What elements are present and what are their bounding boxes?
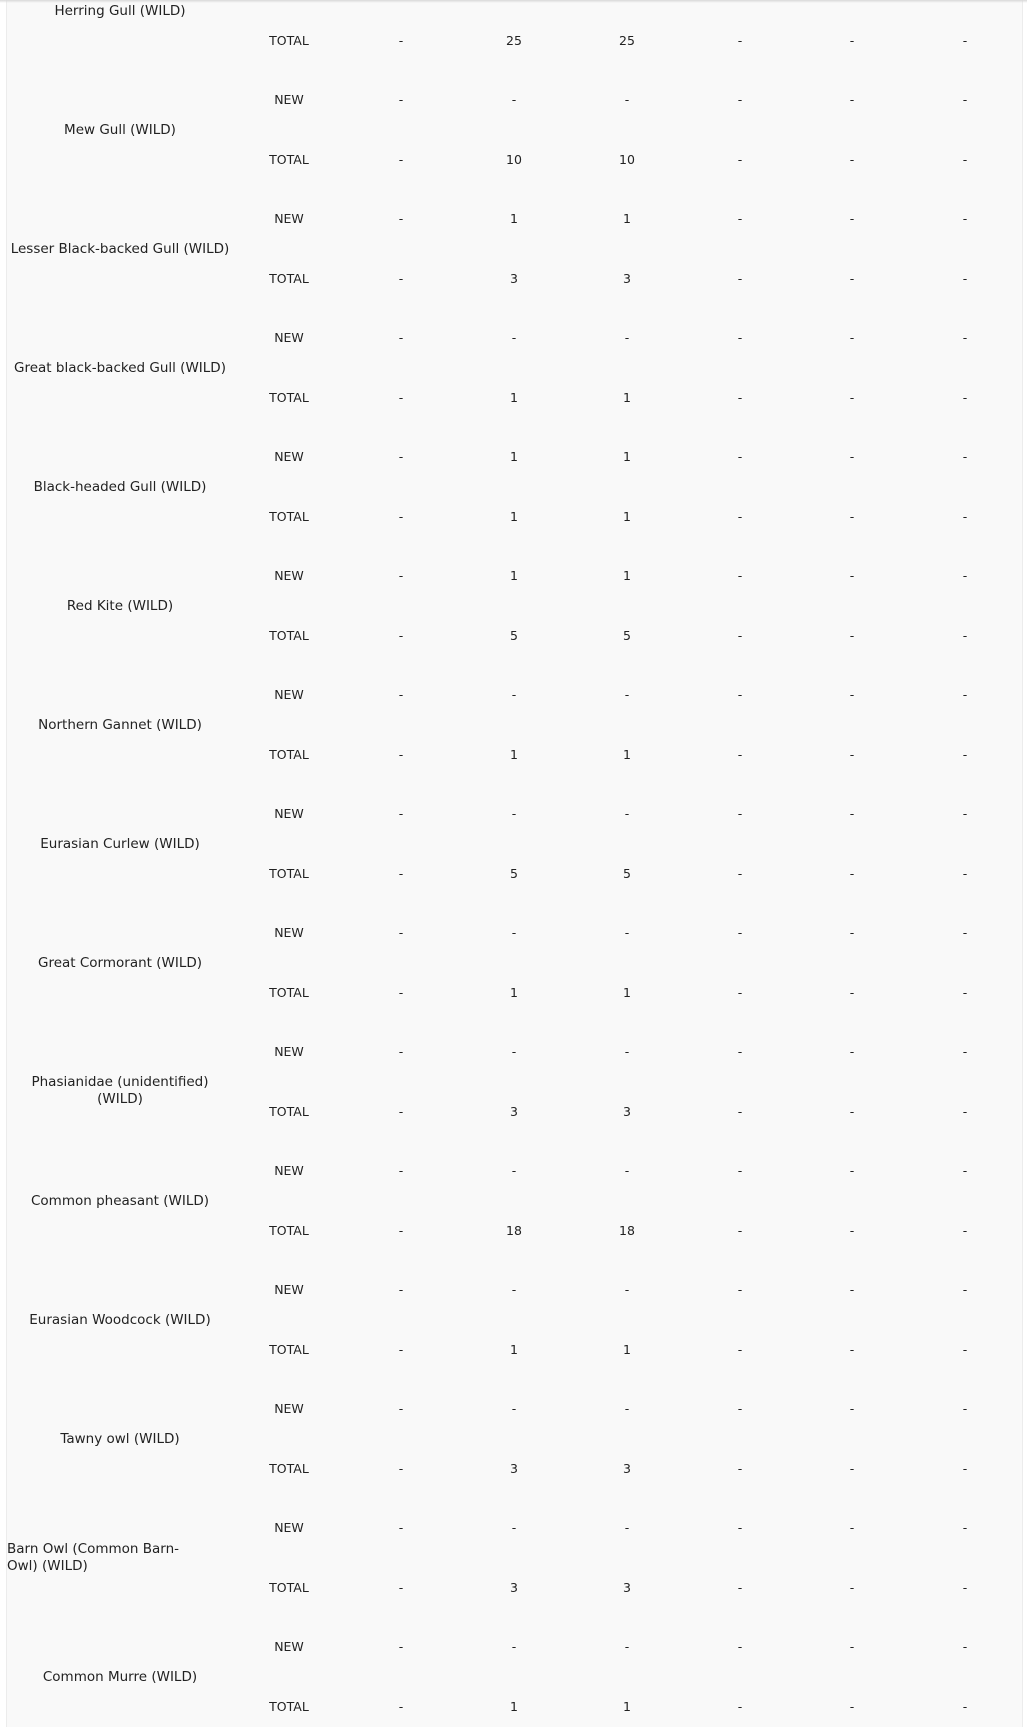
value-cell: - — [398, 1461, 404, 1476]
species-name: Barn Owl (Common Barn-Owl) (WILD) — [7, 1541, 180, 1574]
new-row — [7, 1042, 1022, 1062]
species-name: Northern Gannet (WILD) — [38, 717, 202, 733]
value-cell: 1 — [623, 390, 631, 405]
total-row — [7, 1221, 1022, 1241]
value-cell: 1 — [510, 449, 518, 464]
total-row — [7, 983, 1022, 1003]
total-row — [7, 1459, 1022, 1479]
new-row — [7, 804, 1022, 824]
value-cell: - — [849, 628, 855, 643]
value-cell: - — [737, 271, 743, 286]
new-row — [7, 90, 1022, 110]
value-cell: - — [511, 687, 517, 702]
value-cell: - — [398, 449, 404, 464]
value-cell: 1 — [510, 509, 518, 524]
value-cell: - — [962, 1580, 968, 1595]
value-cell: - — [849, 92, 855, 107]
value-cell: 3 — [510, 1104, 518, 1119]
value-cell: - — [624, 1044, 630, 1059]
value-cell: - — [398, 390, 404, 405]
value-cell: - — [962, 1104, 968, 1119]
new-label: NEW — [274, 687, 304, 702]
value-cell: - — [398, 806, 404, 821]
value-cell: - — [962, 509, 968, 524]
value-cell: - — [398, 866, 404, 881]
value-cell: 1 — [510, 985, 518, 1000]
total-label: TOTAL — [269, 1223, 309, 1238]
value-cell: 1 — [510, 1699, 518, 1714]
value-cell: - — [962, 1699, 968, 1714]
value-cell: - — [737, 1639, 743, 1654]
value-cell: 25 — [619, 33, 635, 48]
value-cell: - — [849, 925, 855, 940]
value-cell: - — [849, 806, 855, 821]
value-cell: 3 — [510, 271, 518, 286]
new-label: NEW — [274, 568, 304, 583]
value-cell: 1 — [623, 211, 631, 226]
new-label: NEW — [274, 449, 304, 464]
value-cell: - — [511, 1282, 517, 1297]
total-label: TOTAL — [269, 1699, 309, 1714]
value-cell: - — [737, 1282, 743, 1297]
value-cell: - — [737, 1520, 743, 1535]
value-cell: - — [737, 1104, 743, 1119]
value-cell: 3 — [510, 1461, 518, 1476]
value-cell: - — [511, 806, 517, 821]
value-cell: - — [398, 271, 404, 286]
value-cell: - — [398, 1520, 404, 1535]
value-cell: - — [398, 33, 404, 48]
value-cell: - — [962, 33, 968, 48]
value-cell: - — [962, 747, 968, 762]
value-cell: - — [737, 1699, 743, 1714]
total-label: TOTAL — [269, 628, 309, 643]
total-row — [7, 1697, 1022, 1717]
species-name: Lesser Black-backed Gull (WILD) — [10, 241, 230, 257]
total-label: TOTAL — [269, 1342, 309, 1357]
new-label: NEW — [274, 925, 304, 940]
value-cell: 1 — [623, 747, 631, 762]
value-cell: - — [737, 1223, 743, 1238]
value-cell: - — [849, 33, 855, 48]
total-label: TOTAL — [269, 747, 309, 762]
value-cell: 1 — [623, 1342, 631, 1357]
value-cell: - — [849, 687, 855, 702]
new-row — [7, 1280, 1022, 1300]
total-label: TOTAL — [269, 152, 309, 167]
value-cell: - — [737, 152, 743, 167]
value-cell: - — [398, 1223, 404, 1238]
value-cell: - — [511, 1401, 517, 1416]
new-row — [7, 1518, 1022, 1538]
value-cell: - — [849, 1461, 855, 1476]
new-row — [7, 447, 1022, 467]
value-cell: - — [849, 1282, 855, 1297]
value-cell: - — [624, 1163, 630, 1178]
species-name: Great Cormorant (WILD) — [37, 955, 203, 971]
value-cell: - — [849, 1223, 855, 1238]
value-cell: - — [624, 925, 630, 940]
value-cell: 25 — [506, 33, 522, 48]
value-cell: 5 — [510, 866, 518, 881]
total-label: TOTAL — [269, 33, 309, 48]
value-cell: - — [962, 628, 968, 643]
new-row — [7, 566, 1022, 586]
value-cell: - — [624, 330, 630, 345]
value-cell: - — [398, 1401, 404, 1416]
total-row — [7, 1578, 1022, 1598]
value-cell: - — [737, 390, 743, 405]
total-label: TOTAL — [269, 1104, 309, 1119]
value-cell: - — [737, 1163, 743, 1178]
value-cell: - — [737, 33, 743, 48]
value-cell: - — [962, 92, 968, 107]
new-row — [7, 923, 1022, 943]
value-cell: - — [849, 1520, 855, 1535]
value-cell: - — [849, 271, 855, 286]
value-cell: - — [737, 1342, 743, 1357]
value-cell: 10 — [506, 152, 522, 167]
total-label: TOTAL — [269, 1461, 309, 1476]
value-cell: - — [398, 211, 404, 226]
value-cell: - — [849, 1104, 855, 1119]
value-cell: - — [849, 747, 855, 762]
value-cell: - — [737, 211, 743, 226]
new-label: NEW — [274, 1282, 304, 1297]
value-cell: - — [398, 1104, 404, 1119]
value-cell: - — [962, 330, 968, 345]
value-cell: 1 — [623, 568, 631, 583]
value-cell: - — [962, 1401, 968, 1416]
value-cell: 3 — [623, 1580, 631, 1595]
value-cell: - — [849, 1639, 855, 1654]
value-cell: - — [962, 1044, 968, 1059]
value-cell: - — [962, 1639, 968, 1654]
value-cell: - — [962, 1282, 968, 1297]
value-cell: - — [624, 92, 630, 107]
value-cell: 3 — [623, 1461, 631, 1476]
value-cell: - — [849, 985, 855, 1000]
species-name: Red Kite (WILD) — [66, 598, 174, 614]
value-cell: - — [737, 330, 743, 345]
value-cell: - — [737, 628, 743, 643]
new-label: NEW — [274, 1044, 304, 1059]
value-cell: - — [398, 1342, 404, 1357]
value-cell: - — [737, 92, 743, 107]
value-cell: - — [511, 92, 517, 107]
value-cell: - — [398, 568, 404, 583]
value-cell: - — [962, 1223, 968, 1238]
value-cell: - — [511, 1044, 517, 1059]
value-cell: - — [849, 330, 855, 345]
value-cell: - — [398, 1282, 404, 1297]
value-cell: - — [398, 1044, 404, 1059]
value-cell: - — [737, 568, 743, 583]
value-cell: - — [737, 1401, 743, 1416]
value-cell: - — [849, 211, 855, 226]
value-cell: - — [398, 330, 404, 345]
value-cell: - — [737, 925, 743, 940]
species-name: Tawny owl (WILD) — [60, 1431, 180, 1447]
value-cell: - — [849, 1044, 855, 1059]
value-cell: - — [849, 1580, 855, 1595]
value-cell: - — [624, 1639, 630, 1654]
value-cell: - — [849, 1699, 855, 1714]
value-cell: - — [849, 390, 855, 405]
value-cell: 1 — [623, 985, 631, 1000]
species-name: Mew Gull (WILD) — [64, 122, 176, 138]
value-cell: 1 — [510, 390, 518, 405]
value-cell: 3 — [623, 271, 631, 286]
value-cell: - — [849, 568, 855, 583]
new-label: NEW — [274, 211, 304, 226]
species-name: Common pheasant (WILD) — [30, 1193, 210, 1209]
value-cell: - — [962, 985, 968, 1000]
value-cell: 1 — [510, 747, 518, 762]
value-cell: - — [737, 866, 743, 881]
new-row — [7, 209, 1022, 229]
value-cell: - — [737, 509, 743, 524]
new-label: NEW — [274, 330, 304, 345]
total-row — [7, 507, 1022, 527]
value-cell: - — [962, 568, 968, 583]
value-cell: - — [398, 747, 404, 762]
value-cell: 18 — [506, 1223, 522, 1238]
species-name: Black-headed Gull (WILD) — [33, 479, 207, 495]
value-cell: 1 — [510, 568, 518, 583]
value-cell: - — [624, 1520, 630, 1535]
value-cell: - — [737, 1461, 743, 1476]
value-cell: - — [962, 271, 968, 286]
value-cell: 3 — [510, 1580, 518, 1595]
value-cell: 5 — [623, 628, 631, 643]
new-row — [7, 1399, 1022, 1419]
value-cell: - — [737, 449, 743, 464]
value-cell: 3 — [623, 1104, 631, 1119]
value-cell: 1 — [623, 449, 631, 464]
value-cell: - — [849, 449, 855, 464]
total-row — [7, 745, 1022, 765]
new-label: NEW — [274, 806, 304, 821]
total-row — [7, 269, 1022, 289]
new-label: NEW — [274, 1163, 304, 1178]
total-row — [7, 1340, 1022, 1360]
value-cell: - — [511, 1520, 517, 1535]
total-label: TOTAL — [269, 866, 309, 881]
species-name: Eurasian Curlew (WILD) — [40, 836, 200, 852]
value-cell: - — [398, 628, 404, 643]
value-cell: 1 — [510, 1342, 518, 1357]
total-row — [7, 1102, 1022, 1122]
value-cell: 18 — [619, 1223, 635, 1238]
value-cell: - — [624, 687, 630, 702]
value-cell: - — [962, 806, 968, 821]
value-cell: - — [737, 687, 743, 702]
species-name: Phasianidae (unidentified) (WILD) — [31, 1074, 209, 1107]
value-cell: - — [624, 1401, 630, 1416]
new-label: NEW — [274, 1520, 304, 1535]
value-cell: - — [849, 509, 855, 524]
new-row — [7, 1161, 1022, 1181]
species-name: Common Murre (WILD) — [42, 1669, 198, 1685]
value-cell: - — [849, 1163, 855, 1178]
value-cell: - — [398, 687, 404, 702]
value-cell: - — [962, 390, 968, 405]
value-cell: - — [737, 1580, 743, 1595]
value-cell: - — [962, 1520, 968, 1535]
new-row — [7, 328, 1022, 348]
value-cell: - — [962, 866, 968, 881]
value-cell: - — [511, 925, 517, 940]
value-cell: - — [398, 92, 404, 107]
total-row — [7, 31, 1022, 51]
value-cell: - — [624, 806, 630, 821]
species-name: Eurasian Woodcock (WILD) — [29, 1312, 211, 1328]
new-label: NEW — [274, 1639, 304, 1654]
value-cell: - — [962, 449, 968, 464]
total-label: TOTAL — [269, 1580, 309, 1595]
value-cell: - — [398, 1163, 404, 1178]
value-cell: - — [737, 1044, 743, 1059]
value-cell: - — [962, 152, 968, 167]
value-cell: - — [962, 925, 968, 940]
value-cell: - — [849, 1342, 855, 1357]
total-label: TOTAL — [269, 271, 309, 286]
value-cell: - — [849, 866, 855, 881]
value-cell: 1 — [510, 211, 518, 226]
value-cell: - — [398, 152, 404, 167]
value-cell: - — [398, 985, 404, 1000]
value-cell: - — [737, 985, 743, 1000]
total-row — [7, 388, 1022, 408]
value-cell: - — [962, 1163, 968, 1178]
value-cell: - — [962, 1342, 968, 1357]
species-name: Great black-backed Gull (WILD) — [14, 360, 226, 376]
new-label: NEW — [274, 1401, 304, 1416]
value-cell: - — [511, 330, 517, 345]
value-cell: - — [511, 1163, 517, 1178]
value-cell: - — [511, 1639, 517, 1654]
value-cell: 1 — [623, 1699, 631, 1714]
value-cell: 10 — [619, 152, 635, 167]
value-cell: - — [398, 1580, 404, 1595]
species-name: Herring Gull (WILD) — [54, 3, 186, 19]
total-row — [7, 150, 1022, 170]
value-cell: - — [398, 1699, 404, 1714]
species-table — [6, 0, 1023, 1727]
total-label: TOTAL — [269, 390, 309, 405]
value-cell: 5 — [510, 628, 518, 643]
value-cell: - — [962, 1461, 968, 1476]
total-row — [7, 626, 1022, 646]
value-cell: 5 — [623, 866, 631, 881]
new-row — [7, 1637, 1022, 1657]
value-cell: 1 — [623, 509, 631, 524]
new-label: NEW — [274, 92, 304, 107]
new-row — [7, 685, 1022, 705]
value-cell: - — [849, 1401, 855, 1416]
value-cell: - — [398, 925, 404, 940]
value-cell: - — [962, 211, 968, 226]
value-cell: - — [737, 747, 743, 762]
value-cell: - — [398, 509, 404, 524]
value-cell: - — [962, 687, 968, 702]
value-cell: - — [624, 1282, 630, 1297]
header-shadow — [0, 0, 1027, 3]
value-cell: - — [849, 152, 855, 167]
total-label: TOTAL — [269, 985, 309, 1000]
total-row — [7, 864, 1022, 884]
value-cell: - — [398, 1639, 404, 1654]
value-cell: - — [737, 806, 743, 821]
total-label: TOTAL — [269, 509, 309, 524]
